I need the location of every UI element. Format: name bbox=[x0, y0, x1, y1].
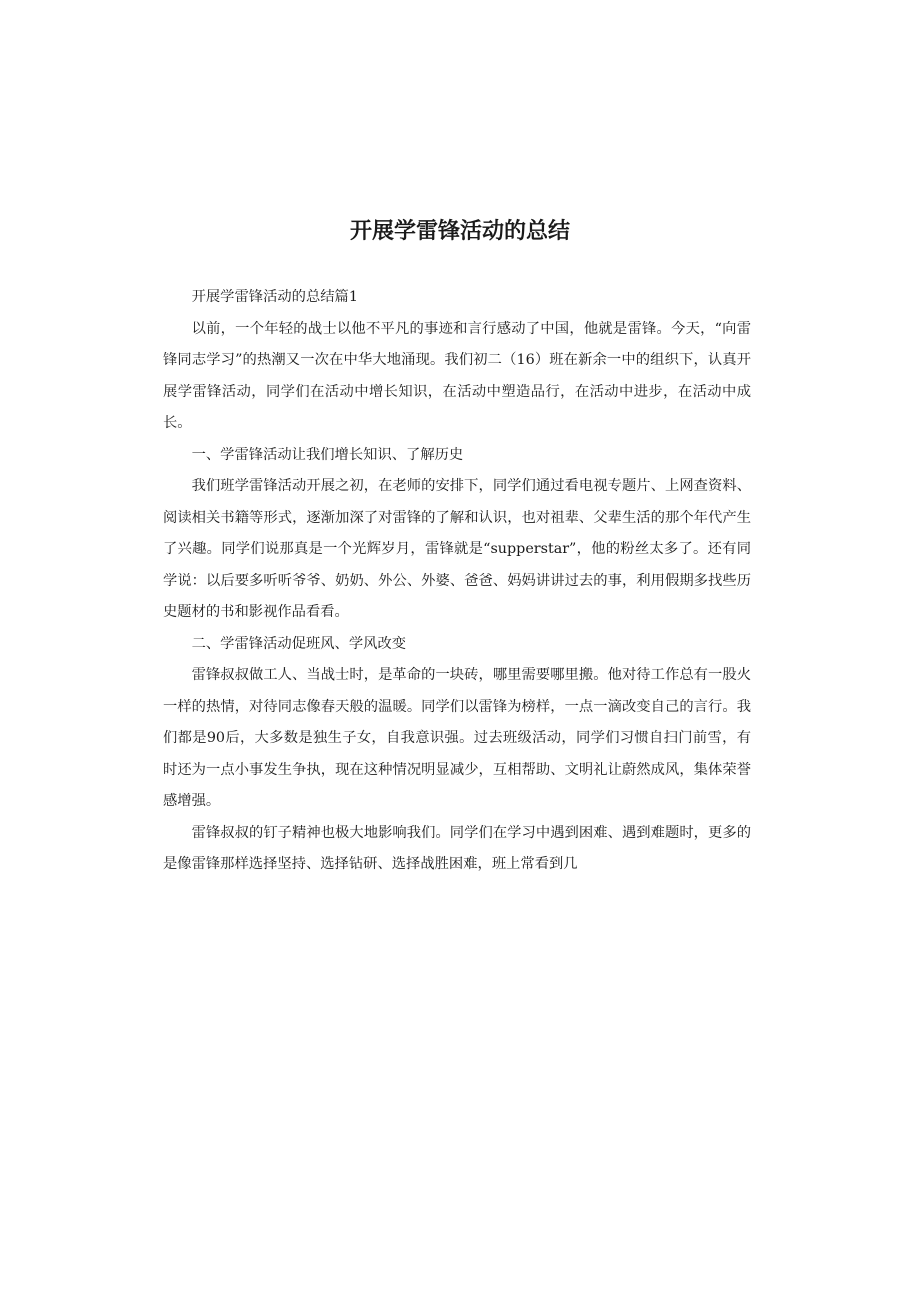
paragraph-section-2-continued: 雷锋叔叔的钉子精神也极大地影响我们。同学们在学习中遇到困难、遇到难题时，更多的是像雷锋那样选择坚持、选择钻研、选择战胜困难，班上常看到几 bbox=[163, 824, 751, 872]
paragraph-section-2: 雷锋叔叔做工人、当战士时，是革命的一块砖，哪里需要哪里搬。他对待工作总有一股火一样的热情，对待同志像春天般的温暖。同学们以雷锋为榜样，一点一滴改变自己的言行。我们都是90后，大多数是独生子女，自我意识强。过去班级活动，同学们习惯自扫门前雪，有时还为一点小事发生争执，现在这种情况明显减少，互相帮助、文明礼让蔚然成风，集体荣誉感增强。 bbox=[163, 667, 751, 809]
section-heading-article-1: 开展学雷锋活动的总结篇1 bbox=[191, 289, 358, 305]
document-body bbox=[163, 282, 751, 881]
section-heading-2: 二、学雷锋活动促班风、学风改变 bbox=[191, 635, 407, 652]
paragraph-section-1: 我们班学雷锋活动开展之初，在老师的安排下，同学们通过看电视专题片、上网查资料、阅读相关书籍等形式，逐渐加深了对雷锋的了解和认识，也对祖辈、父辈生活的那个年代产生了兴趣。同学们说那真是一个光辉岁月，雷锋就是“supperstar”，他的粉丝太多了。还有同学说：以后要多听听爷爷、奶奶、外公、外婆、爸爸、妈妈讲讲过去的事，利用假期多找些历史题材的书和影视作品看看。 bbox=[163, 478, 751, 620]
section-heading-1: 一、学雷锋活动让我们增长知识、了解历史 bbox=[191, 446, 464, 463]
document-title: 开展学雷锋活动的总结 bbox=[349, 219, 570, 244]
paragraph-intro: 以前，一个年轻的战士以他不平凡的事迹和言行感动了中国，他就是雷锋。今天，“向雷锋同志学习”的热潮又一次在中华大地涌现。我们初二（16）班在新余一中的组织下，认真开展学雷锋活动，同学们在活动中增长知识，在活动中塑造品行，在活动中进步，在活动中成长。 bbox=[163, 320, 751, 431]
